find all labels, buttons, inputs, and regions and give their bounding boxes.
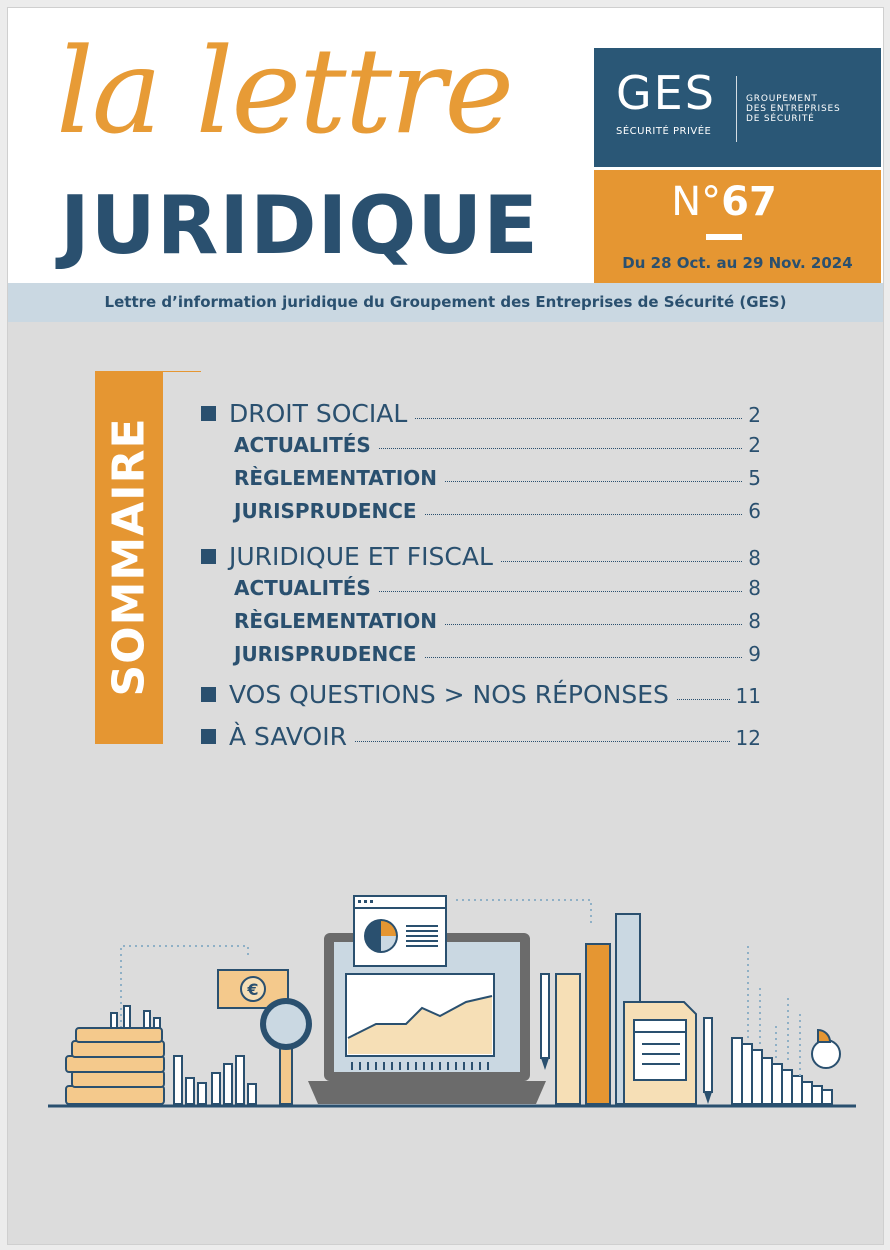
toc-item-droit-social[interactable] (201, 399, 761, 428)
currency-symbol: € (247, 980, 259, 999)
sommaire-rule (163, 371, 201, 372)
toc-item-label: ACTUALITÉS (234, 433, 371, 457)
pen-icon (704, 1018, 712, 1104)
toc-item-label: JURISPRUDENCE (234, 499, 417, 523)
toc-page-number: 8 (748, 609, 761, 633)
toc-page-number: 8 (748, 546, 761, 570)
ges-logo-subtitle: SÉCURITÉ PRIVÉE (616, 126, 712, 137)
toc-leader (425, 514, 743, 515)
toc-subitem[interactable] (234, 609, 761, 633)
issue-divider (706, 234, 742, 240)
ges-logo: GES (616, 66, 716, 120)
pie-chart-icon (812, 1030, 840, 1068)
magnifier-icon (260, 998, 312, 1104)
newsletter-cover (7, 7, 884, 1245)
toc-leader (501, 561, 742, 562)
toc-leader (379, 448, 742, 449)
toc-leader (445, 624, 742, 625)
toc-page-number: 5 (748, 466, 761, 490)
toc-leader (379, 591, 742, 592)
square-bullet-icon (201, 406, 216, 421)
bar-cluster-icon (174, 1056, 256, 1104)
toc-leader (445, 481, 742, 482)
pencil-icon (541, 974, 549, 1070)
toc-page-number: 11 (735, 684, 761, 708)
toc-item-label: JURISPRUDENCE (234, 642, 417, 666)
header (8, 8, 883, 283)
toc-item-a-savoir[interactable] (201, 722, 761, 751)
toc-leader (677, 699, 730, 700)
ges-tagline-line: DES ENTREPRISES (746, 104, 841, 114)
ges-tagline (746, 94, 841, 124)
toc-item-label: ACTUALITÉS (234, 576, 371, 600)
toc-leader (355, 741, 730, 742)
toc-subitem[interactable] (234, 576, 761, 600)
toc-subitem[interactable] (234, 433, 761, 457)
dashboard-window-icon (354, 896, 446, 966)
toc-subitem[interactable] (234, 466, 761, 490)
toc-item-label: RÈGLEMENTATION (234, 466, 438, 490)
ges-tagline-line: DE SÉCURITÉ (746, 114, 815, 124)
declining-bars-icon (732, 946, 832, 1104)
ges-separator (736, 76, 737, 142)
issue-block (594, 170, 881, 283)
ges-logo-block (594, 48, 881, 167)
square-bullet-icon (201, 729, 216, 744)
toc-leader (415, 418, 742, 419)
issue-number (594, 179, 854, 225)
toc-page-number: 2 (748, 433, 761, 457)
title-main: JURIDIQUE (60, 179, 539, 272)
toc-subitem[interactable] (234, 499, 761, 523)
toc-subitem[interactable] (234, 642, 761, 666)
toc-page-number: 8 (748, 576, 761, 600)
document-icon (624, 1002, 696, 1104)
toc-page-number: 12 (735, 726, 761, 750)
sommaire-label: SOMMAIRE (103, 417, 155, 697)
issue-number-value: 67 (721, 179, 777, 225)
square-bullet-icon (201, 549, 216, 564)
square-bullet-icon (201, 687, 216, 702)
toc-page-number: 2 (748, 403, 761, 427)
title-script: la lettre (56, 22, 513, 160)
issue-prefix: N° (671, 179, 722, 225)
toc-item-label: VOS QUESTIONS > NOS RÉPONSES (229, 680, 669, 709)
issue-dates: Du 28 Oct. au 29 Nov. 2024 (622, 254, 853, 272)
finance-illustration (36, 878, 856, 1118)
toc-item-label: JURIDIQUE ET FISCAL (229, 542, 493, 571)
subtitle: Lettre d’information juridique du Groupement des Entreprises de Sécurité (GES) (104, 293, 787, 311)
ges-tagline-line: GROUPEMENT (746, 94, 818, 104)
toc-page-number: 9 (748, 642, 761, 666)
toc-item-label: RÈGLEMENTATION (234, 609, 438, 633)
coin-stack-icon (66, 1006, 164, 1104)
toc-item-label: À SAVOIR (229, 722, 347, 751)
toc-leader (425, 657, 743, 658)
toc-item-juridique-fiscal[interactable] (201, 542, 761, 571)
toc-page-number: 6 (748, 499, 761, 523)
toc-item-label: DROIT SOCIAL (229, 399, 408, 428)
toc-item-questions-reponses[interactable] (201, 680, 761, 709)
subtitle-band (8, 283, 883, 322)
